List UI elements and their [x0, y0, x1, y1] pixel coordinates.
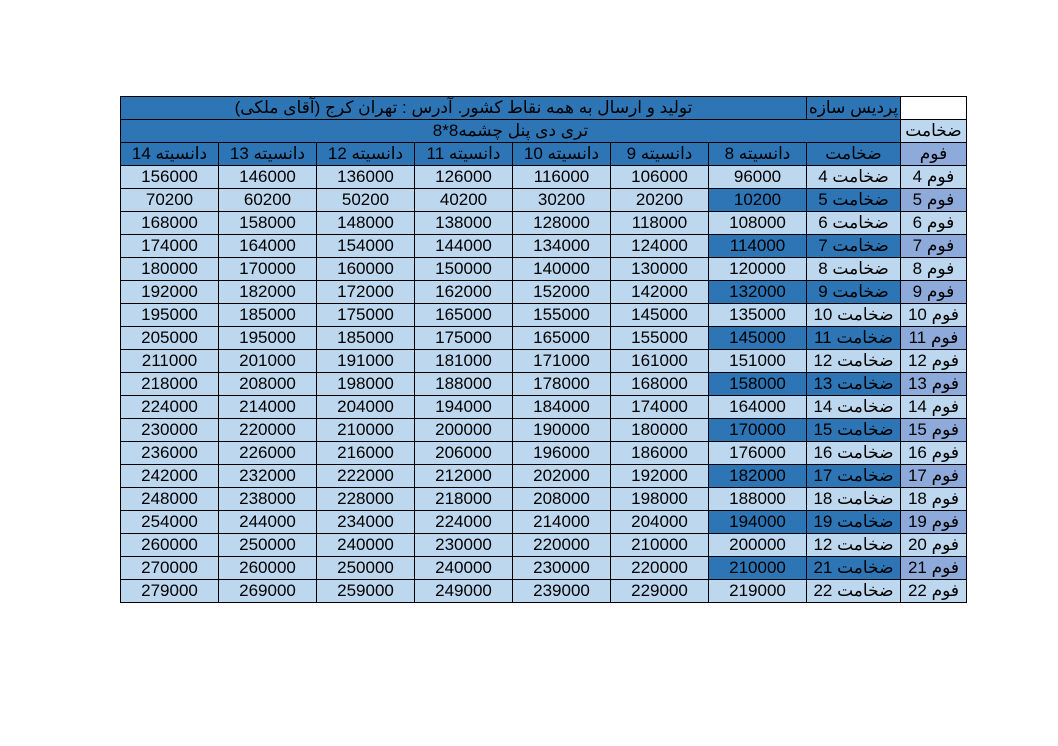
table-row — [121, 212, 967, 235]
thickness-cell: ضخامت 9 — [807, 281, 901, 304]
price-cell: 116000 — [513, 166, 611, 189]
price-cell: 230000 — [415, 534, 513, 557]
table-row — [121, 511, 967, 534]
price-cell: 194000 — [415, 396, 513, 419]
price-cell: 188000 — [709, 488, 807, 511]
price-cell: 202000 — [513, 465, 611, 488]
price-cell: 212000 — [415, 465, 513, 488]
price-cell: 145000 — [611, 304, 709, 327]
price-cell: 40200 — [415, 189, 513, 212]
price-table — [120, 96, 967, 603]
thickness-cell: ضخامت 12 — [807, 350, 901, 373]
price-cell: 244000 — [219, 511, 317, 534]
price-cell: 259000 — [317, 580, 415, 603]
price-cell: 218000 — [415, 488, 513, 511]
thickness-cell: ضخامت 6 — [807, 212, 901, 235]
price-cell: 175000 — [317, 304, 415, 327]
foam-cell: فوم 13 — [901, 373, 967, 396]
density-header: دانسیته 10 — [513, 143, 611, 166]
price-cell: 250000 — [317, 557, 415, 580]
density-header: دانسیته 11 — [415, 143, 513, 166]
thickness-cell: ضخامت 22 — [807, 580, 901, 603]
price-cell: 236000 — [121, 442, 219, 465]
table-row — [121, 350, 967, 373]
price-cell: 279000 — [121, 580, 219, 603]
price-cell: 185000 — [317, 327, 415, 350]
price-cell: 210000 — [611, 534, 709, 557]
price-cell: 134000 — [513, 235, 611, 258]
thickness-cell: ضخامت 7 — [807, 235, 901, 258]
price-cell: 152000 — [513, 281, 611, 304]
price-cell: 174000 — [611, 396, 709, 419]
foam-cell: فوم 14 — [901, 396, 967, 419]
price-cell: 136000 — [317, 166, 415, 189]
price-cell: 230000 — [121, 419, 219, 442]
table-row — [121, 557, 967, 580]
foam-cell: فوم 16 — [901, 442, 967, 465]
price-cell: 146000 — [219, 166, 317, 189]
thickness-cell: ضخامت 17 — [807, 465, 901, 488]
price-cell: 191000 — [317, 350, 415, 373]
price-cell: 239000 — [513, 580, 611, 603]
price-cell: 210000 — [709, 557, 807, 580]
table-row — [121, 488, 967, 511]
foam-header: فوم — [901, 143, 967, 166]
thickness-cell: ضخامت 16 — [807, 442, 901, 465]
price-cell: 182000 — [709, 465, 807, 488]
price-cell: 196000 — [513, 442, 611, 465]
price-cell: 145000 — [709, 327, 807, 350]
price-cell: 216000 — [317, 442, 415, 465]
foam-cell: فوم 11 — [901, 327, 967, 350]
table-row — [121, 327, 967, 350]
price-cell: 156000 — [121, 166, 219, 189]
table-row — [121, 189, 967, 212]
price-cell: 214000 — [513, 511, 611, 534]
table-row — [121, 373, 967, 396]
price-cell: 240000 — [415, 557, 513, 580]
thickness-cell: ضخامت 15 — [807, 419, 901, 442]
price-cell: 232000 — [219, 465, 317, 488]
price-cell: 50200 — [317, 189, 415, 212]
price-cell: 60200 — [219, 189, 317, 212]
price-cell: 30200 — [513, 189, 611, 212]
price-cell: 70200 — [121, 189, 219, 212]
density-header: دانسیته 12 — [317, 143, 415, 166]
price-cell: 214000 — [219, 396, 317, 419]
price-cell: 228000 — [317, 488, 415, 511]
price-cell: 188000 — [415, 373, 513, 396]
price-cell: 224000 — [415, 511, 513, 534]
price-cell: 204000 — [611, 511, 709, 534]
price-cell: 170000 — [219, 258, 317, 281]
price-cell: 260000 — [121, 534, 219, 557]
price-cell: 120000 — [709, 258, 807, 281]
price-cell: 130000 — [611, 258, 709, 281]
thickness-cell: ضخامت 10 — [807, 304, 901, 327]
thickness-cell: ضخامت 4 — [807, 166, 901, 189]
price-cell: 218000 — [121, 373, 219, 396]
price-cell: 148000 — [317, 212, 415, 235]
table-row — [121, 442, 967, 465]
price-cell: 178000 — [513, 373, 611, 396]
price-cell: 158000 — [219, 212, 317, 235]
price-cell: 170000 — [709, 419, 807, 442]
price-cell: 194000 — [709, 511, 807, 534]
table-row — [121, 419, 967, 442]
foam-cell: فوم 10 — [901, 304, 967, 327]
thickness-cell: ضخامت 8 — [807, 258, 901, 281]
table-row — [121, 396, 967, 419]
price-cell: 126000 — [415, 166, 513, 189]
thickness-cell: ضخامت 12 — [807, 534, 901, 557]
corner-label-cell: ضخامت — [901, 120, 967, 143]
price-cell: 128000 — [513, 212, 611, 235]
title-cell: تولید و ارسال به همه نقاط کشور. آدرس : تهران کرج (آقای ملکی) — [121, 97, 807, 120]
price-cell: 242000 — [121, 465, 219, 488]
foam-cell: فوم 4 — [901, 166, 967, 189]
price-cell: 165000 — [415, 304, 513, 327]
price-cell: 210000 — [317, 419, 415, 442]
price-cell: 165000 — [513, 327, 611, 350]
thickness-cell: ضخامت 11 — [807, 327, 901, 350]
foam-cell: فوم 9 — [901, 281, 967, 304]
density-header: دانسیته 14 — [121, 143, 219, 166]
table-row — [121, 465, 967, 488]
price-cell: 204000 — [317, 396, 415, 419]
price-cell: 182000 — [219, 281, 317, 304]
price-cell: 164000 — [219, 235, 317, 258]
price-cell: 185000 — [219, 304, 317, 327]
foam-cell: فوم 7 — [901, 235, 967, 258]
foam-cell: فوم 20 — [901, 534, 967, 557]
price-cell: 192000 — [611, 465, 709, 488]
price-cell: 254000 — [121, 511, 219, 534]
price-cell: 161000 — [611, 350, 709, 373]
price-cell: 20200 — [611, 189, 709, 212]
brand-cell: پردیس سازه — [807, 97, 901, 120]
price-cell: 114000 — [709, 235, 807, 258]
price-cell: 205000 — [121, 327, 219, 350]
price-cell: 138000 — [415, 212, 513, 235]
table-row — [121, 304, 967, 327]
table-row — [121, 534, 967, 557]
price-cell: 208000 — [219, 373, 317, 396]
price-cell: 186000 — [611, 442, 709, 465]
empty-corner-cell — [901, 97, 967, 120]
density-header: دانسیته 13 — [219, 143, 317, 166]
thickness-cell: ضخامت 14 — [807, 396, 901, 419]
price-cell: 155000 — [611, 327, 709, 350]
price-cell: 250000 — [219, 534, 317, 557]
price-cell: 192000 — [121, 281, 219, 304]
foam-cell: فوم 8 — [901, 258, 967, 281]
price-cell: 151000 — [709, 350, 807, 373]
foam-cell: فوم 18 — [901, 488, 967, 511]
foam-cell: فوم 12 — [901, 350, 967, 373]
price-cell: 195000 — [121, 304, 219, 327]
foam-cell: فوم 17 — [901, 465, 967, 488]
price-cell: 195000 — [219, 327, 317, 350]
table-row — [121, 258, 967, 281]
price-cell: 142000 — [611, 281, 709, 304]
table-row — [121, 235, 967, 258]
price-cell: 10200 — [709, 189, 807, 212]
price-cell: 180000 — [611, 419, 709, 442]
price-cell: 230000 — [513, 557, 611, 580]
thickness-cell: ضخامت 5 — [807, 189, 901, 212]
price-cell: 160000 — [317, 258, 415, 281]
price-cell: 172000 — [317, 281, 415, 304]
price-cell: 174000 — [121, 235, 219, 258]
price-cell: 158000 — [709, 373, 807, 396]
price-cell: 96000 — [709, 166, 807, 189]
price-cell: 118000 — [611, 212, 709, 235]
price-cell: 270000 — [121, 557, 219, 580]
foam-cell: فوم 21 — [901, 557, 967, 580]
price-cell: 220000 — [513, 534, 611, 557]
price-cell: 140000 — [513, 258, 611, 281]
price-cell: 238000 — [219, 488, 317, 511]
price-cell: 208000 — [513, 488, 611, 511]
table-row — [121, 166, 967, 189]
thickness-header: ضخامت — [807, 143, 901, 166]
price-cell: 124000 — [611, 235, 709, 258]
price-cell: 201000 — [219, 350, 317, 373]
price-cell: 220000 — [611, 557, 709, 580]
price-cell: 269000 — [219, 580, 317, 603]
subtitle-cell: تری دی پنل چشمه8*8 — [121, 120, 901, 143]
price-cell: 175000 — [415, 327, 513, 350]
price-cell: 171000 — [513, 350, 611, 373]
price-cell: 226000 — [219, 442, 317, 465]
price-cell: 144000 — [415, 235, 513, 258]
thickness-cell: ضخامت 21 — [807, 557, 901, 580]
price-cell: 150000 — [415, 258, 513, 281]
table-row — [121, 281, 967, 304]
price-cell: 180000 — [121, 258, 219, 281]
price-cell: 135000 — [709, 304, 807, 327]
price-cell: 106000 — [611, 166, 709, 189]
price-cell: 176000 — [709, 442, 807, 465]
foam-cell: فوم 6 — [901, 212, 967, 235]
density-header: دانسیته 8 — [709, 143, 807, 166]
price-cell: 240000 — [317, 534, 415, 557]
price-cell: 198000 — [611, 488, 709, 511]
price-cell: 248000 — [121, 488, 219, 511]
price-cell: 155000 — [513, 304, 611, 327]
table-row — [121, 580, 967, 603]
price-cell: 211000 — [121, 350, 219, 373]
foam-cell: فوم 5 — [901, 189, 967, 212]
price-cell: 224000 — [121, 396, 219, 419]
price-cell: 168000 — [611, 373, 709, 396]
thickness-cell: ضخامت 19 — [807, 511, 901, 534]
price-cell: 198000 — [317, 373, 415, 396]
foam-cell: فوم 19 — [901, 511, 967, 534]
price-cell: 222000 — [317, 465, 415, 488]
thickness-cell: ضخامت 18 — [807, 488, 901, 511]
price-cell: 168000 — [121, 212, 219, 235]
price-cell: 249000 — [415, 580, 513, 603]
foam-cell: فوم 22 — [901, 580, 967, 603]
price-cell: 164000 — [709, 396, 807, 419]
price-cell: 132000 — [709, 281, 807, 304]
foam-cell: فوم 15 — [901, 419, 967, 442]
price-cell: 220000 — [219, 419, 317, 442]
price-cell: 184000 — [513, 396, 611, 419]
price-cell: 200000 — [415, 419, 513, 442]
price-cell: 200000 — [709, 534, 807, 557]
price-cell: 234000 — [317, 511, 415, 534]
price-cell: 260000 — [219, 557, 317, 580]
price-cell: 219000 — [709, 580, 807, 603]
thickness-cell: ضخامت 13 — [807, 373, 901, 396]
price-cell: 229000 — [611, 580, 709, 603]
price-cell: 162000 — [415, 281, 513, 304]
density-header: دانسیته 9 — [611, 143, 709, 166]
price-cell: 190000 — [513, 419, 611, 442]
price-cell: 181000 — [415, 350, 513, 373]
price-cell: 206000 — [415, 442, 513, 465]
price-cell: 108000 — [709, 212, 807, 235]
price-cell: 154000 — [317, 235, 415, 258]
